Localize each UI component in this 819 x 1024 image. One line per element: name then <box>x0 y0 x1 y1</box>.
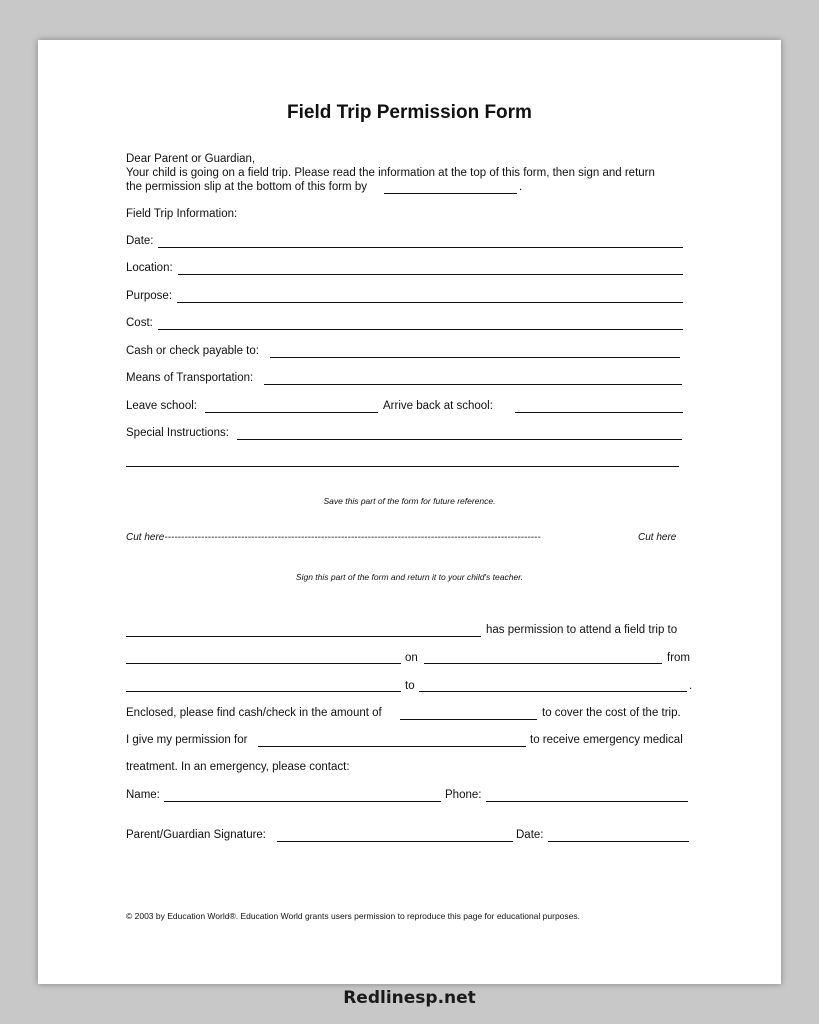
info-heading: Field Trip Information: <box>126 208 238 220</box>
payable-label: Cash or check payable to: <box>126 345 259 357</box>
signature-date-label: Date: <box>516 829 544 841</box>
from-time-blank <box>126 691 401 692</box>
child-name-blank <box>126 636 481 637</box>
give-permission-text: I give my permission for <box>126 734 248 746</box>
intro-line-1: Your child is going on a field trip. Please read the information at the top of this form, then sign and return <box>126 167 655 179</box>
purpose-label: Purpose: <box>126 290 173 302</box>
form-title: Field Trip Permission Form <box>287 102 532 123</box>
to-time-blank <box>419 691 687 692</box>
contact-name-label: Name: <box>126 789 160 801</box>
leave-label: Leave school: <box>126 400 197 412</box>
destination-blank <box>126 663 401 664</box>
greeting: Dear Parent or Guardian, <box>126 153 256 165</box>
date-blank <box>158 247 683 248</box>
to-text: to <box>405 680 415 692</box>
phone-blank <box>486 801 688 802</box>
form-page <box>38 40 781 984</box>
cover-text: to cover the cost of the trip. <box>542 707 681 719</box>
transport-label: Means of Transportation: <box>126 372 254 384</box>
special-blank-2 <box>126 466 679 467</box>
cost-label: Cost: <box>126 317 153 329</box>
signature-label: Parent/Guardian Signature: <box>126 829 267 841</box>
payable-blank <box>270 357 680 358</box>
purpose-blank <box>177 302 683 303</box>
save-note: Save this part of the form for future reference. <box>323 496 496 506</box>
has-permission-text: has permission to attend a field trip to <box>486 624 678 636</box>
copyright-footer: © 2003 by Education World®. Education World grants users permission to reproduce this page for educational purposes. <box>126 911 580 921</box>
contact-name-blank <box>164 801 441 802</box>
special-label: Special Instructions: <box>126 427 229 439</box>
watermark: Redlinesp.net <box>343 988 476 1008</box>
special-blank <box>237 439 682 440</box>
phone-label: Phone: <box>445 789 482 801</box>
intro-line-2: the permission slip at the bottom of this form by <box>126 181 367 193</box>
signature-date-blank <box>548 841 689 842</box>
transport-blank <box>264 384 682 385</box>
receive-text: to receive emergency medical <box>530 734 683 746</box>
enclosed-text: Enclosed, please find cash/check in the amount of <box>126 707 382 719</box>
trip-date-blank <box>424 663 662 664</box>
on-text: on <box>405 652 418 664</box>
location-label: Location: <box>126 262 173 274</box>
date-label: Date: <box>126 235 154 247</box>
treatment-text: treatment. In an emergency, please contact: <box>126 761 350 773</box>
slip-period: . <box>689 680 693 692</box>
arrive-label: Arrive back at school: <box>383 400 493 412</box>
cut-here-right: Cut here <box>638 532 677 543</box>
signature-blank <box>277 841 513 842</box>
child-emergency-blank <box>258 746 526 747</box>
sign-note: Sign this part of the form and return it to your child's teacher. <box>295 572 524 582</box>
leave-blank <box>205 412 378 413</box>
location-blank <box>178 274 683 275</box>
arrive-blank <box>515 412 683 413</box>
from-text: from <box>667 652 690 664</box>
return-by-blank <box>384 193 517 194</box>
amount-blank <box>400 719 537 720</box>
intro-period: . <box>519 181 523 193</box>
cost-blank <box>158 329 683 330</box>
cut-here-left: Cut here----------------------------------------------------------------------------------------------------------------- <box>126 532 541 543</box>
